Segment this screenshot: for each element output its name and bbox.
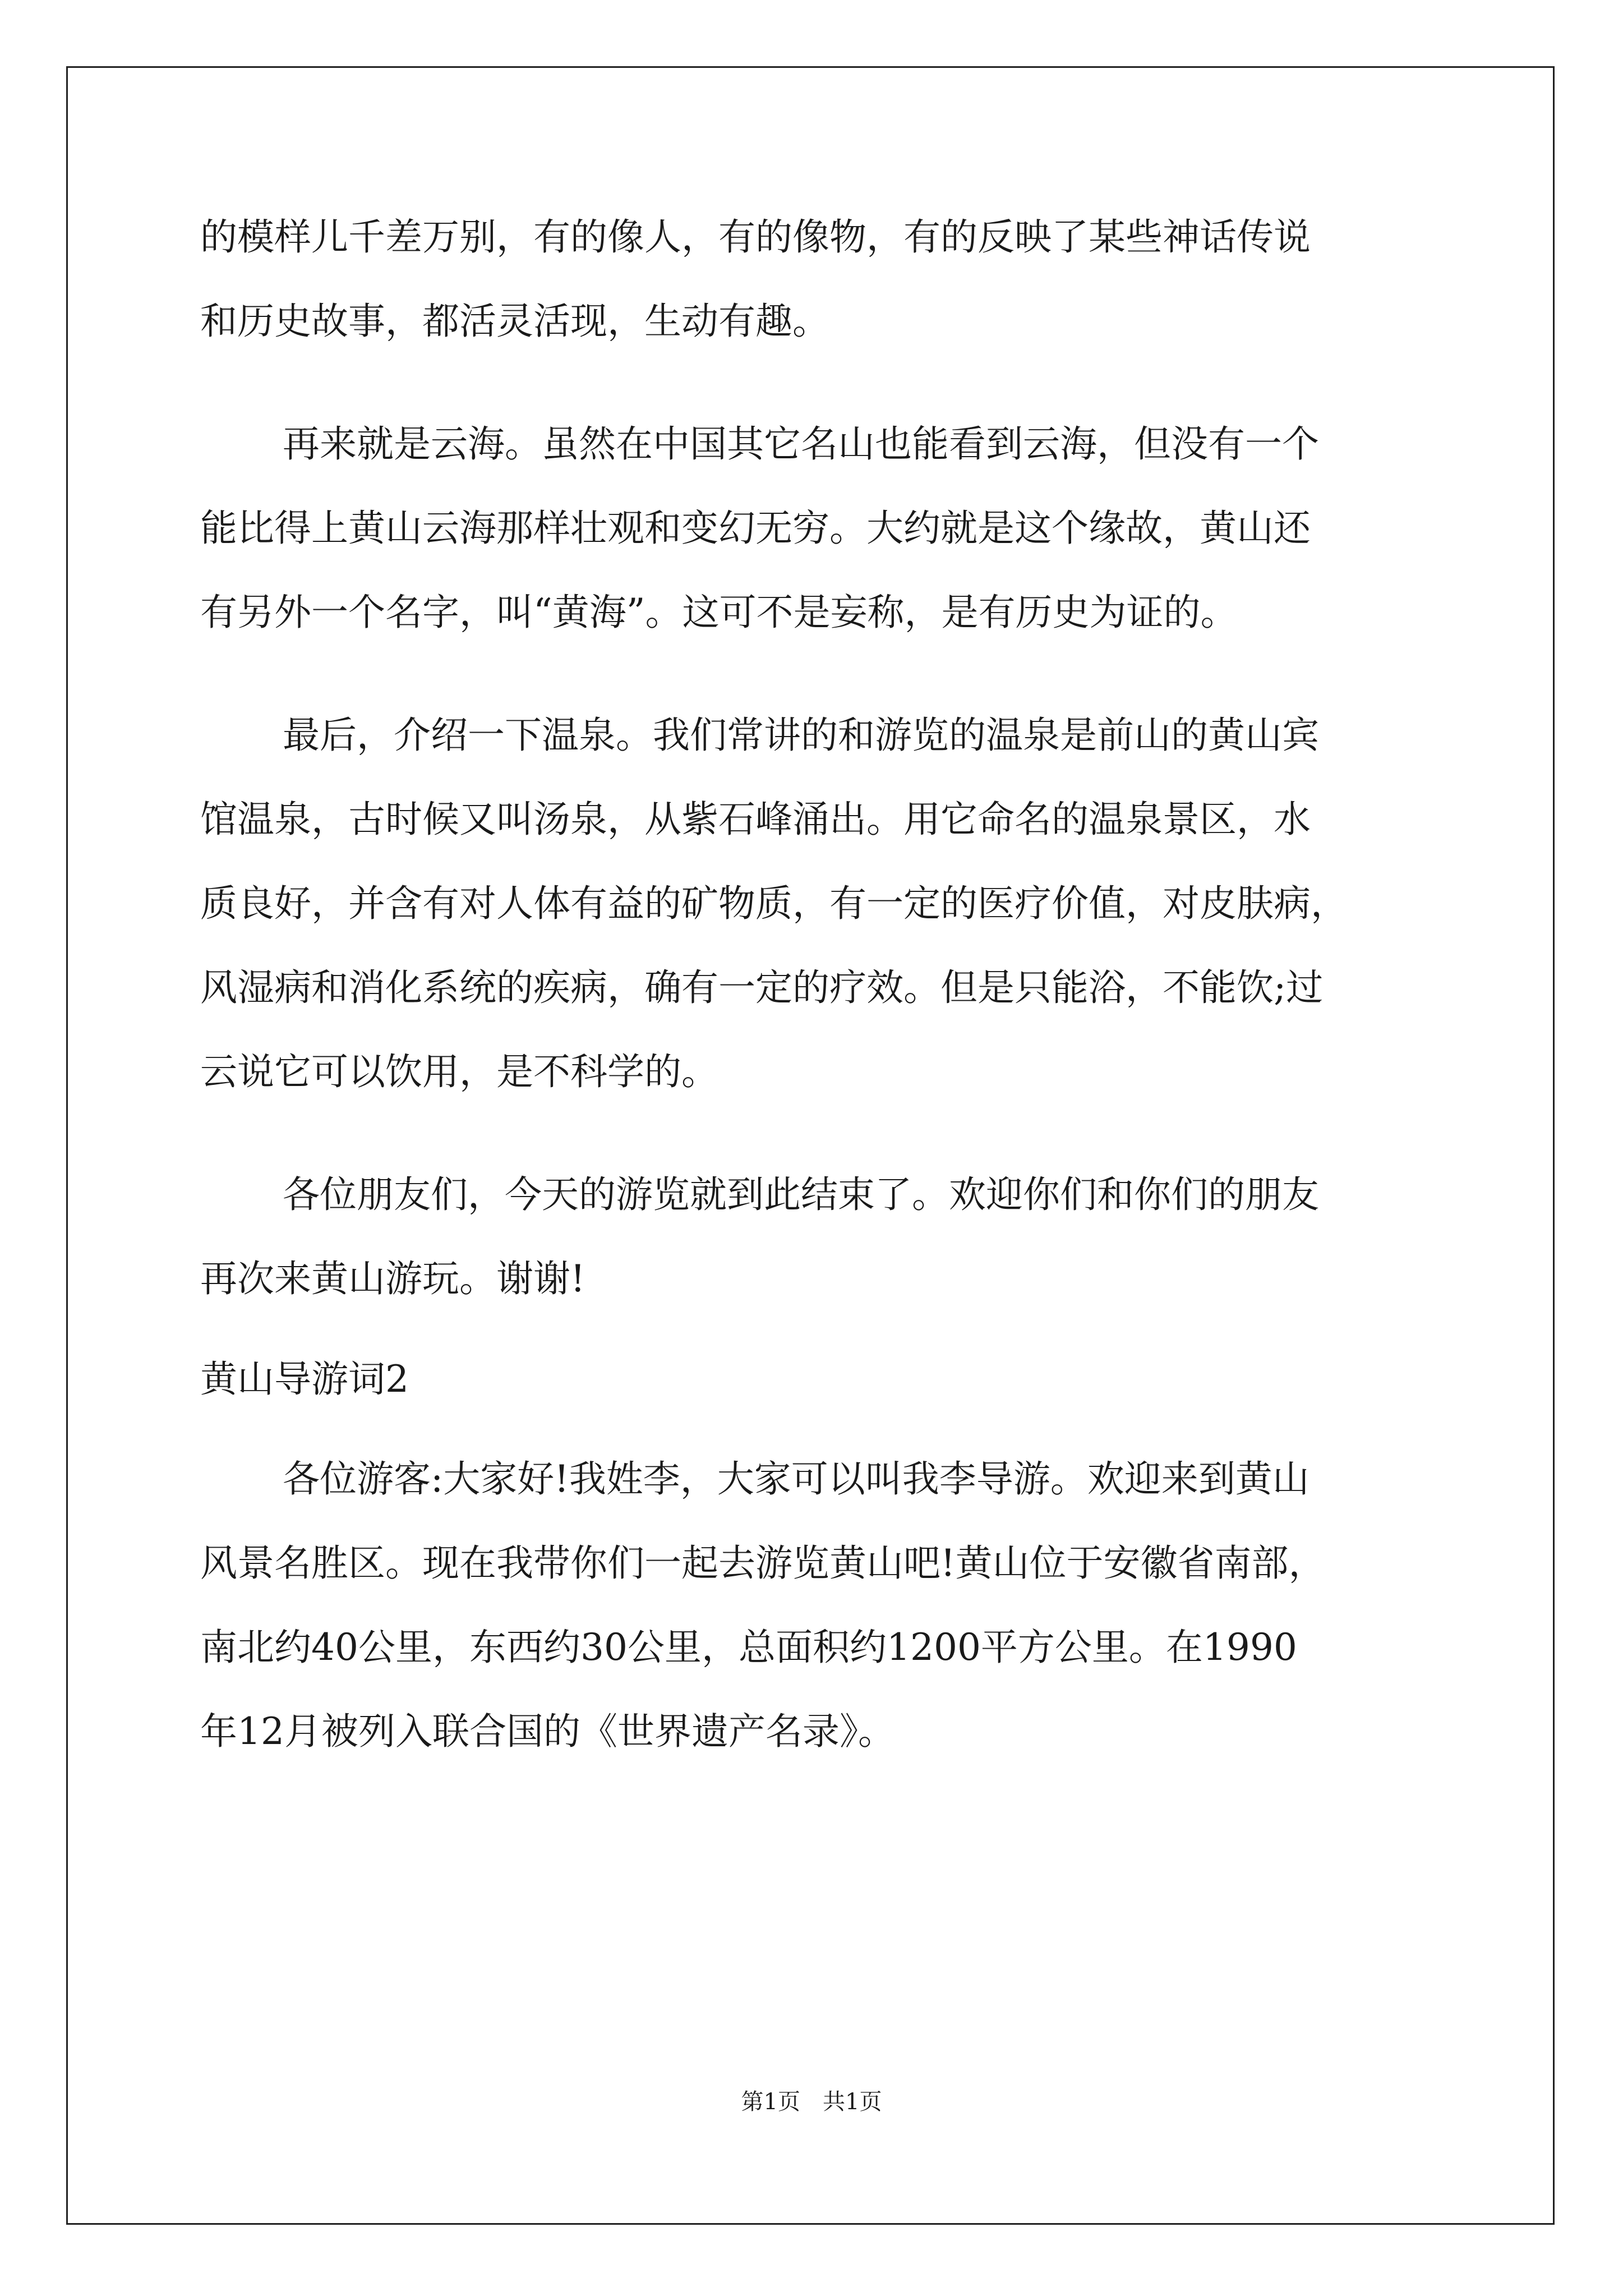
paragraph-line: 各位朋友们，今天的游览就到此结束了。欢迎你们和你们的朋友: [283, 1173, 1319, 1216]
paragraph-line: 的模样儿千差万别，有的像人，有的像物，有的反映了某些神话传说: [200, 215, 1311, 259]
paragraph-line: 有另外一个名字，叫“黄海”。这可不是妄称，是有历史为证的。: [200, 591, 1238, 634]
paragraph-line: 再来就是云海。虽然在中国其它名山也能看到云海，但没有一个: [283, 422, 1319, 466]
section-heading: 黄山导游词2: [200, 1358, 409, 1401]
paragraph-line: 馆温泉，古时候又叫汤泉，从紫石峰涌出。用它命名的温泉景区，水: [200, 798, 1311, 841]
paragraph-line: 年12月被列入联合国的《世界遗产名录》。: [200, 1710, 895, 1753]
paragraph-line: 再次来黄山游玩。谢谢!: [200, 1257, 585, 1300]
paragraph-line: 和历史故事，都活灵活现，生动有趣。: [200, 300, 829, 343]
paragraph-line: 最后，介绍一下温泉。我们常讲的和游览的温泉是前山的黄山宾: [283, 714, 1319, 757]
paragraph-line: 南北约40公里，东西约30公里，总面积约1200平方公里。在1990: [200, 1626, 1297, 1669]
paragraph-line: 风湿病和消化系统的疾病，确有一定的疗效。但是只能浴，不能饮;过: [200, 966, 1324, 1009]
paragraph-line: 质良好，并含有对人体有益的矿物质，有一定的医疗价值，对皮肤病，: [200, 882, 1348, 925]
paragraph-line: 各位游客:大家好!我姓李，大家可以叫我李导游。欢迎来到黄山: [283, 1457, 1310, 1501]
page-border: [66, 66, 1555, 2225]
paragraph-line: 云说它可以饮用，是不科学的。: [200, 1050, 718, 1093]
paragraph-line: 风景名胜区。现在我带你们一起去游览黄山吧!黄山位于安徽省南部，: [200, 1542, 1326, 1585]
paragraph-line: 能比得上黄山云海那样壮观和变幻无穷。大约就是这个缘故，黄山还: [200, 507, 1311, 550]
page-footer: 第1页 共1页: [741, 2089, 882, 2115]
